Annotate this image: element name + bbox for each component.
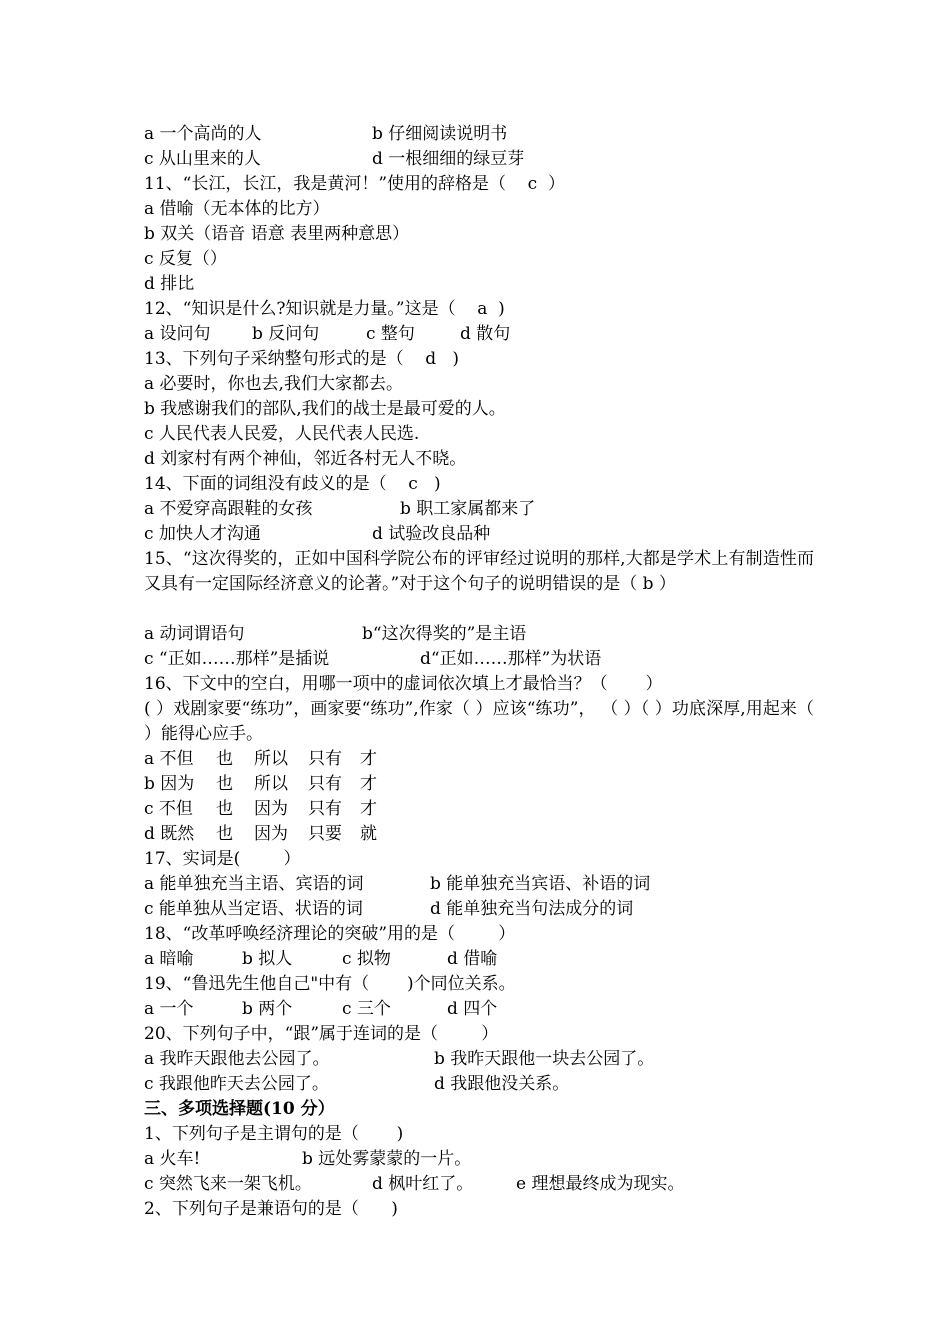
option-text: c “正如……那样”是插说	[144, 649, 330, 669]
text-line: 18、“改革呼唤经济理论的突破”用的是（ ）	[144, 924, 516, 944]
option-text: a 设问句	[144, 324, 211, 344]
option-text: d 借喻	[447, 949, 498, 969]
option-line	[144, 772, 814, 797]
text-line: 17、实词是( ）	[144, 849, 301, 869]
option-text: b 能单独充当宾语、补语的词	[430, 874, 651, 894]
option-line	[144, 1072, 814, 1097]
option-text: 所以	[254, 774, 288, 794]
option-text: b 因为	[144, 774, 195, 794]
option-text: a 不但	[144, 749, 194, 769]
option-text: d 散句	[460, 324, 511, 344]
option-text: c 加快人才沟通	[144, 524, 261, 544]
option-text: a 一个	[144, 999, 194, 1019]
option-text: c 从山里来的人	[144, 149, 261, 169]
option-text: a 动词谓语句	[144, 624, 245, 644]
text-line: 20、下列句子中，“跟”属于连词的是（ ）	[144, 1024, 499, 1044]
text-line: 16、下文中的空白，用哪一项中的虚词依次填上才最恰当？（ ）	[144, 674, 663, 694]
section-heading: 三、多项选择题(10 分）	[144, 1099, 335, 1119]
option-text: 只有	[308, 749, 342, 769]
option-text: d 一根细细的绿豆芽	[372, 149, 525, 169]
option-text: c 整句	[366, 324, 415, 344]
option-text: 也	[216, 799, 233, 819]
text-line: 19、“鲁迅先生他自己"中有（ )个同位关系。	[144, 974, 516, 994]
option-text: c 不但	[144, 799, 193, 819]
option-line	[144, 647, 814, 672]
option-text: d 试验改良品种	[372, 524, 491, 544]
text-line: c 人民代表人民爱，人民代表人民选.	[144, 424, 420, 444]
option-line	[144, 147, 814, 172]
option-line	[144, 122, 814, 147]
text-line: d 刘家村有两个神仙，邻近各村无人不晓。	[144, 449, 467, 469]
option-text: 所以	[254, 749, 288, 769]
option-text: 才	[360, 799, 377, 819]
option-text: a 不爱穿高跟鞋的女孩	[144, 499, 313, 519]
option-text: 才	[360, 774, 377, 794]
text-line: 14、下面的词组没有歧义的是（ c )	[144, 474, 441, 494]
text-line: a 必要时，你也去,我们大家都去。	[144, 374, 403, 394]
option-text: c 突然飞来一架飞机。	[144, 1174, 312, 1194]
option-text: d 能单独充当句法成分的词	[430, 899, 634, 919]
option-line	[144, 997, 814, 1022]
option-text: b“这次得奖的”是主语	[362, 624, 527, 644]
option-text: e 理想最终成为现实。	[516, 1174, 685, 1194]
option-text: 也	[216, 774, 233, 794]
option-text: b 两个	[242, 999, 293, 1019]
option-text: 也	[216, 749, 233, 769]
option-text: 也	[216, 824, 233, 844]
text-line: c 反复（）	[144, 249, 227, 269]
option-text: d 四个	[447, 999, 498, 1019]
text-line: a 借喻（无本体的比方）	[144, 199, 330, 219]
option-text: c 三个	[342, 999, 391, 1019]
option-text: b 我昨天跟他一块去公园了。	[434, 1049, 655, 1069]
option-text: c 能单独从当定语、状语的词	[144, 899, 363, 919]
option-text: a 暗喻	[144, 949, 194, 969]
exam-content	[144, 122, 814, 1222]
paragraph-line: ( ）戏剧家要“练功”，画家要“练功”,作家（ ）应该“练功”， （ ）（ ）功底深厚,用起来（ ）能得心应手。	[144, 699, 814, 744]
option-text: 只要	[308, 824, 342, 844]
option-line	[144, 822, 814, 847]
text-line: 1、下列句子是主谓句的是（ )	[144, 1124, 404, 1144]
option-text: a 一个高尚的人	[144, 124, 262, 144]
text-line: d 排比	[144, 274, 195, 294]
text-line: b 我感谢我们的部队,我们的战士是最可爱的人。	[144, 399, 506, 419]
option-text: a 能单独充当主语、宾语的词	[144, 874, 364, 894]
option-text: c 拟物	[342, 949, 391, 969]
option-text: b 反问句	[252, 324, 320, 344]
option-text: 才	[360, 749, 377, 769]
text-line: 11、“长江，长江，我是黄河！”使用的辞格是（ c ）	[144, 174, 565, 194]
option-text: b 职工家属都来了	[400, 499, 536, 519]
option-line	[144, 897, 814, 922]
option-text: 因为	[254, 824, 288, 844]
option-line	[144, 947, 814, 972]
option-text: 就	[360, 824, 377, 844]
text-line: b 双关（语音 语意 表里两种意思）	[144, 224, 410, 244]
option-text: d 既然	[144, 824, 195, 844]
paragraph-line: 15、“这次得奖的，正如中国科学院公布的评审经过说明的那样,大都是学术上有制造性而又具有一定国际经济意义的论著。”对于这个句子的说明错误的是（ b ）	[144, 549, 814, 594]
text-line: 12、“知识是什么?知识就是力量。”这是（ a )	[144, 299, 505, 319]
option-text: d 我跟他没关系。	[434, 1074, 570, 1094]
option-text: b 仔细阅读说明书	[372, 124, 508, 144]
option-line	[144, 1172, 814, 1197]
option-line	[144, 497, 814, 522]
option-text: a 火车!	[144, 1149, 201, 1169]
option-line	[144, 622, 814, 647]
option-line	[144, 1147, 814, 1172]
option-text: d 枫叶红了。	[372, 1174, 474, 1194]
option-text: a 我昨天跟他去公园了。	[144, 1049, 330, 1069]
option-line	[144, 747, 814, 772]
option-text: d“正如……那样”为状语	[420, 649, 602, 669]
option-line	[144, 322, 814, 347]
option-text: b 拟人	[242, 949, 293, 969]
option-text: 只有	[308, 774, 342, 794]
option-line	[144, 872, 814, 897]
option-text: b 远处雾蒙蒙的一片。	[302, 1149, 472, 1169]
option-line	[144, 522, 814, 547]
text-line: 13、下列句子采纳整句形式的是（ d )	[144, 349, 459, 369]
text-line: 2、下列句子是兼语句的是（ )	[144, 1199, 398, 1219]
option-text: 因为	[254, 799, 288, 819]
option-text: c 我跟他昨天去公园了。	[144, 1074, 329, 1094]
option-text: 只有	[308, 799, 342, 819]
option-line	[144, 1047, 814, 1072]
option-line	[144, 797, 814, 822]
